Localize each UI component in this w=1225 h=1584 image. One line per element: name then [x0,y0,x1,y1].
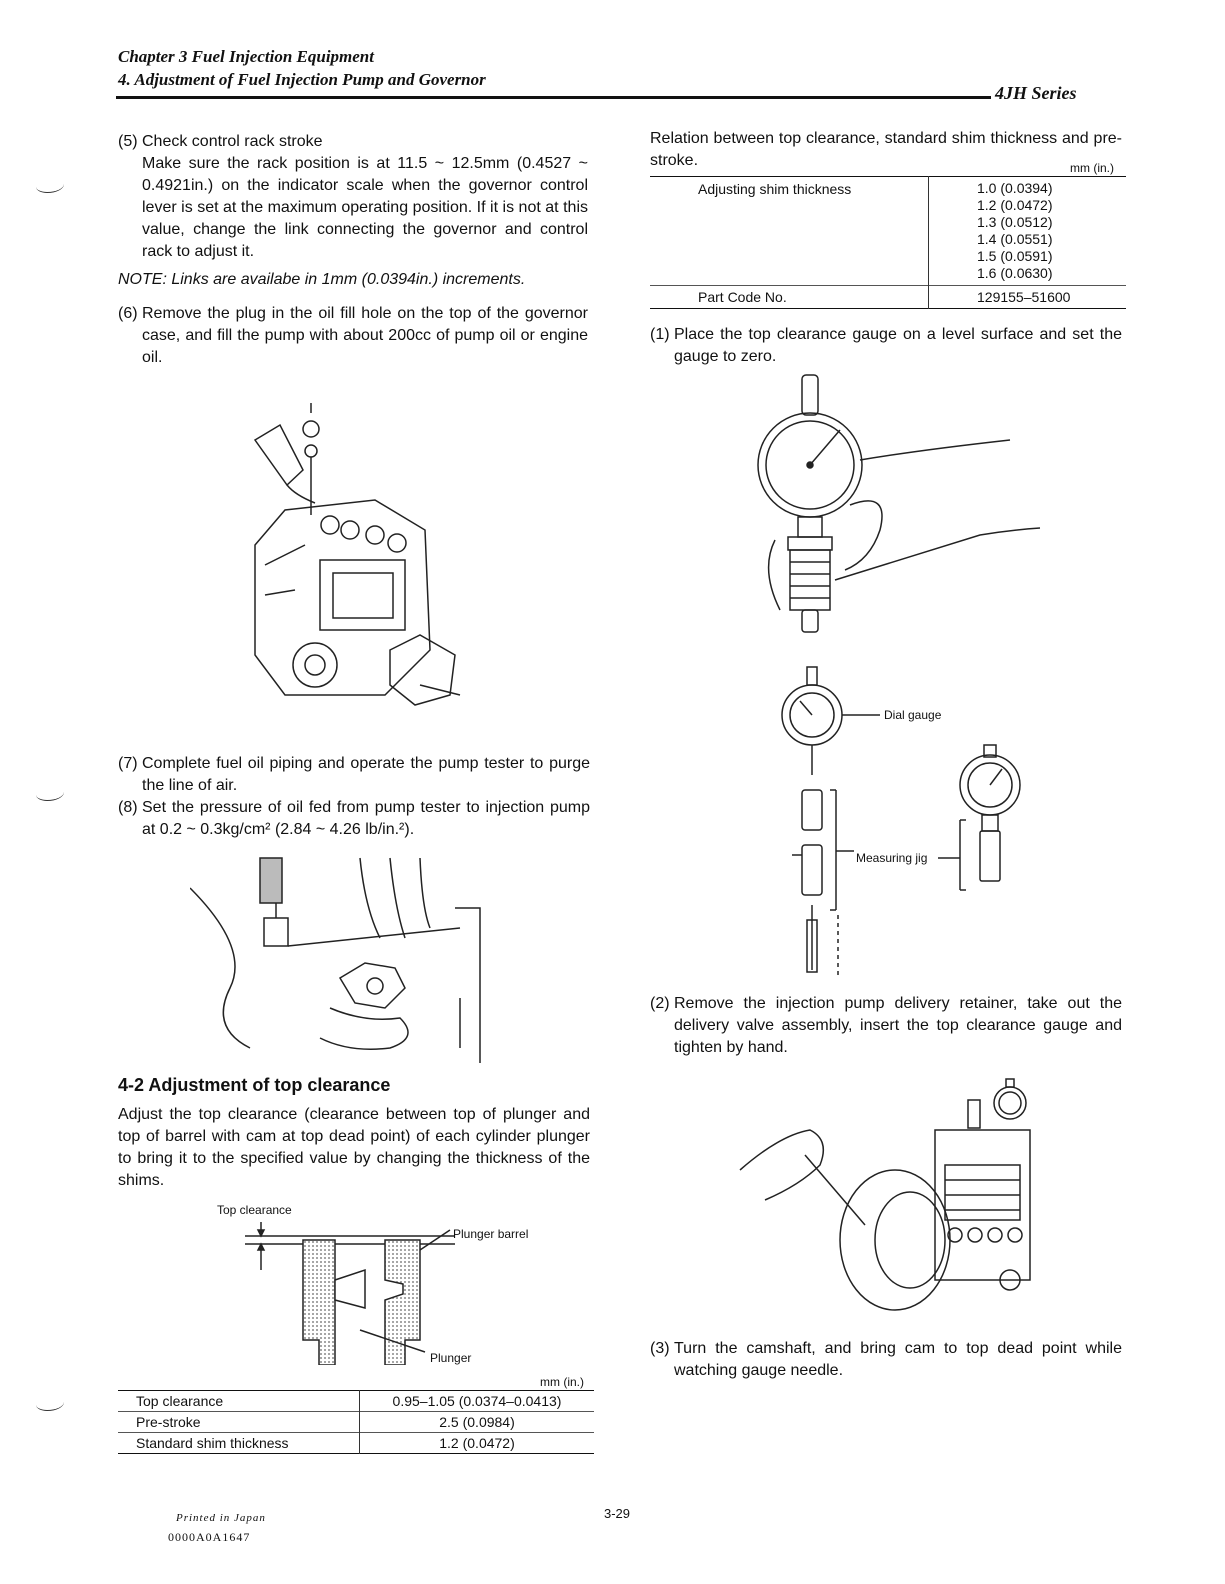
spec-label: Top clearance [118,1391,360,1412]
shim-label: Adjusting shim thickness [650,177,929,286]
step-3-number: (3) [650,1340,670,1357]
step-1-number: (1) [650,326,670,343]
top-clearance-spec-table [118,1390,594,1454]
part-code-value: 129155–51600 [977,289,1071,305]
step-2-number: (2) [650,995,670,1012]
shim-values-cell [929,177,1127,286]
spec-label: Pre-stroke [118,1412,360,1433]
section-body-top-clearance: Adjust the top clearance (clearance between top of plunger and top of barrel with cam at top dead point) of each cylinder plunger to bring it to the specified value by changing the thickness of the shims. [118,1106,590,1189]
item-6-body: Remove the plug in the oil fill hole on the top of the governor case, and fill the pump with about 200cc of pump oil or engine oil. [142,305,588,366]
shim-value: 1.5 (0.0591) [977,248,1053,264]
shim-value: 1.0 (0.0394) [977,180,1053,196]
item-8-body: Set the pressure of oil fed from pump tester to injection pump at 0.2 ~ 0.3kg/cm² (2.84 ~ 4.26 lb/in.²). [142,799,590,838]
page-number: 3-29 [604,1506,631,1521]
item-5-title: Check control rack stroke [142,133,323,150]
table-row [650,286,1126,309]
section-heading-top-clearance: 4-2 Adjustment of top clearance [118,1075,391,1095]
label-plunger: Plunger [430,1351,472,1365]
shim-value: 1.4 (0.0551) [977,231,1053,247]
step-2-body: Remove the injection pump delivery retainer, take out the delivery valve assembly, insert the top clearance gauge and tighten by hand. [674,995,1122,1056]
margin-mark [36,1396,64,1411]
chapter-title: Chapter 3 Fuel Injection Equipment [118,47,374,66]
label-measuring-jig: Measuring jig [856,851,928,865]
spec-value: 2.5 (0.0984) [439,1414,515,1430]
table-row [118,1412,594,1433]
item-8 [118,797,590,841]
item-7 [118,753,590,797]
note-links: NOTE: Links are availabe in 1mm (0.0394in.) increments. [118,271,526,288]
step-2 [650,993,1122,1059]
shim-value: 1.2 (0.0472) [977,197,1053,213]
part-code-label: Part Code No. [650,286,929,309]
label-plunger-barrel: Plunger barrel [453,1227,529,1241]
shim-thickness-table [650,176,1126,309]
step-3-body: Turn the camshaft, and bring cam to top dead point while watching gauge needle. [674,1340,1122,1379]
top-clearance-diagram [215,1200,550,1365]
item-6-number: (6) [118,305,138,322]
document-code: 0000A0A1647 [168,1530,251,1544]
item-6 [118,303,588,369]
gauge-zero-setting-figure [750,370,1050,640]
item-7-number: (7) [118,755,138,772]
spec-value: 0.95–1.05 (0.0374–0.0413) [392,1393,562,1409]
camshaft-turning-figure [720,1075,1050,1315]
pump-tester-connection-figure [190,848,500,1063]
relation-intro: Relation between top clearance, standard shim thickness and pre-stroke. [650,130,1122,169]
table-row [118,1433,594,1454]
item-8-number: (8) [118,799,138,816]
item-5 [118,131,588,263]
step-1 [650,324,1122,368]
item-5-body: Make sure the rack position is at 11.5 ~ 12.5mm (0.4527 ~ 0.4921in.) on the indicator scale when the governor control lever is set at the maximum operating position. If it is not at this value, change the link connecting the governor and control rack to adjust it. [142,155,588,260]
shim-value: 1.6 (0.0630) [977,265,1053,281]
series-label: 4JH Series [995,83,1077,103]
label-top-clearance: Top clearance [217,1203,292,1217]
margin-mark [36,786,64,801]
table-unit-right: mm (in.) [1070,161,1114,175]
item-5-number: (5) [118,133,138,150]
step-1-body: Place the top clearance gauge on a level surface and set the gauge to zero. [674,326,1122,365]
section-title: 4. Adjustment of Fuel Injection Pump and Governor [118,70,486,89]
margin-mark [36,178,64,193]
header-rule [116,96,991,99]
item-7-body: Complete fuel oil piping and operate the pump tester to purge the line of air. [142,755,590,794]
step-3 [650,1338,1122,1382]
label-dial-gauge: Dial gauge [884,708,942,722]
spec-value: 1.2 (0.0472) [439,1435,515,1451]
spec-label: Standard shim thickness [118,1433,360,1454]
table-row [118,1391,594,1412]
table-row [650,177,1126,286]
printed-in-japan: Printed in Japan [176,1512,266,1524]
measuring-jig-figure [770,665,1070,985]
shim-value: 1.3 (0.0512) [977,214,1053,230]
table-unit-left: mm (in.) [540,1375,584,1389]
injection-pump-oil-fill-figure [225,395,475,725]
